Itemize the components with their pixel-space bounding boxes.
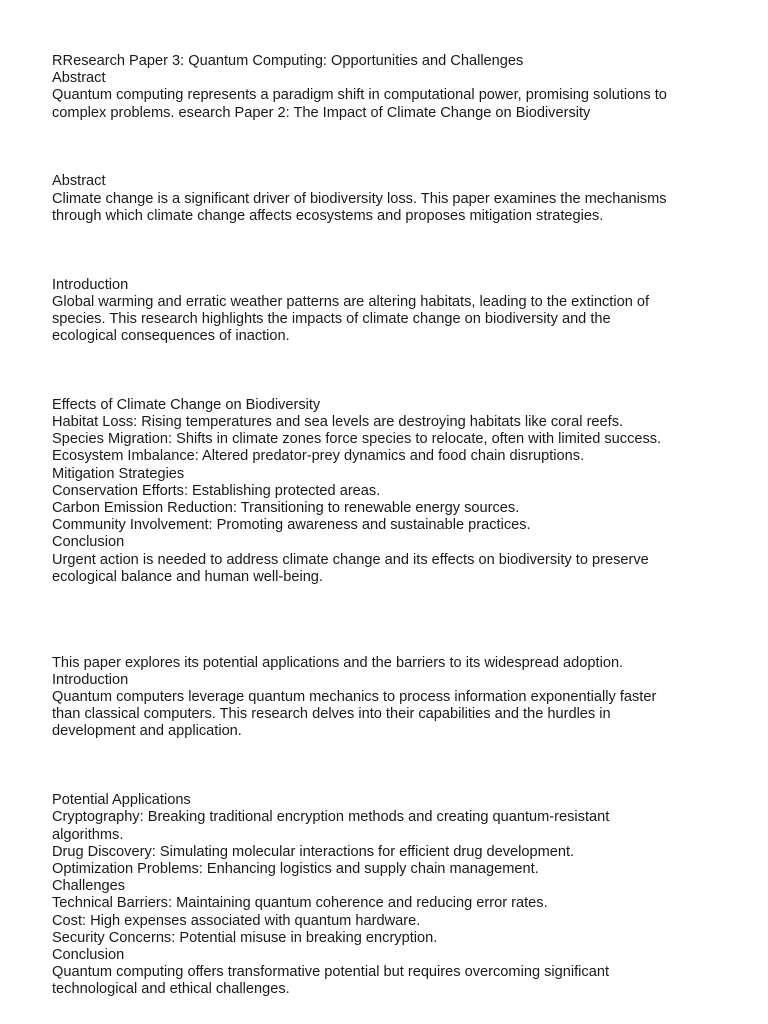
abstract-line: complex problems. esearch Paper 2: The Impact of Climate Change on Biodiversity: [52, 104, 591, 121]
paragraph-line: Climate change is a significant driver of biodiversity loss. This paper examines the mechanisms: [52, 190, 667, 207]
section-heading-effects: Effects of Climate Change on Biodiversity: [52, 396, 321, 413]
list-item: Cryptography: Breaking traditional encryption methods and creating quantum-resistant: [52, 809, 610, 826]
list-item: Carbon Emission Reduction: Transitioning to renewable energy sources.: [52, 499, 520, 516]
section-heading-introduction: Introduction: [52, 276, 129, 293]
spacer: [52, 741, 732, 793]
paragraph-line: Urgent action is needed to address climate change and its effects on biodiversity to preserve: [52, 551, 649, 568]
paragraph-line: development and application.: [52, 723, 242, 740]
spacer: [52, 225, 732, 277]
abstract-heading: Abstract: [52, 70, 106, 87]
list-item: Technical Barriers: Maintaining quantum coherence and reducing error rates.: [52, 895, 548, 912]
section-heading-conclusion: Conclusion: [52, 534, 125, 551]
paragraph-line: ecological balance and human well-being.: [52, 568, 323, 585]
list-item: algorithms.: [52, 826, 124, 843]
document-page: [52, 53, 732, 998]
spacer: [52, 638, 732, 655]
list-item: Community Involvement: Promoting awareness and sustainable practices.: [52, 517, 531, 534]
spacer: [52, 345, 732, 397]
paragraph-line: technological and ethical challenges.: [52, 981, 290, 998]
section-heading-abstract: Abstract: [52, 173, 106, 190]
paragraph-line: species. This research highlights the impacts of climate change on biodiversity and the: [52, 310, 611, 327]
section-heading-conclusion: Conclusion: [52, 946, 125, 963]
paragraph-line: Quantum computing offers transformative potential but requires overcoming significant: [52, 964, 610, 981]
section-heading-challenges: Challenges: [52, 878, 126, 895]
paragraph-line: ecological consequences of inaction.: [52, 328, 290, 345]
list-item: Cost: High expenses associated with quantum hardware.: [52, 912, 421, 929]
list-item: Security Concerns: Potential misuse in breaking encryption.: [52, 929, 438, 946]
section-heading-applications: Potential Applications: [52, 792, 191, 809]
list-item: Species Migration: Shifts in climate zones force species to relocate, often with limited success.: [52, 431, 662, 448]
section-heading-introduction: Introduction: [52, 671, 129, 688]
list-item: Conservation Efforts: Establishing protected areas.: [52, 482, 381, 499]
paragraph-line: This paper explores its potential applications and the barriers to its widespread adoption.: [52, 654, 624, 671]
spacer: [52, 122, 732, 174]
paragraph-line: Quantum computers leverage quantum mechanics to process information exponentially faster: [52, 689, 657, 706]
abstract-line: Quantum computing represents a paradigm shift in computational power, promising solutions to: [52, 87, 667, 104]
paragraph-line: than classical computers. This research delves into their capabilities and the hurdles in: [52, 706, 611, 723]
list-item: Optimization Problems: Enhancing logistics and supply chain management.: [52, 860, 539, 877]
section-heading-mitigation: Mitigation Strategies: [52, 465, 185, 482]
list-item: Ecosystem Imbalance: Altered predator-prey dynamics and food chain disruptions.: [52, 448, 585, 465]
list-item: Habitat Loss: Rising temperatures and sea levels are destroying habitats like coral reefs.: [52, 414, 624, 431]
paragraph-line: through which climate change affects ecosystems and proposes mitigation strategies.: [52, 207, 604, 224]
document-title: RResearch Paper 3: Quantum Computing: Opportunities and Challenges: [52, 53, 524, 69]
paragraph-line: Global warming and erratic weather patterns are altering habitats, leading to the extinction of: [52, 293, 650, 310]
list-item: Drug Discovery: Simulating molecular interactions for efficient drug development.: [52, 843, 575, 860]
spacer: [52, 586, 732, 638]
